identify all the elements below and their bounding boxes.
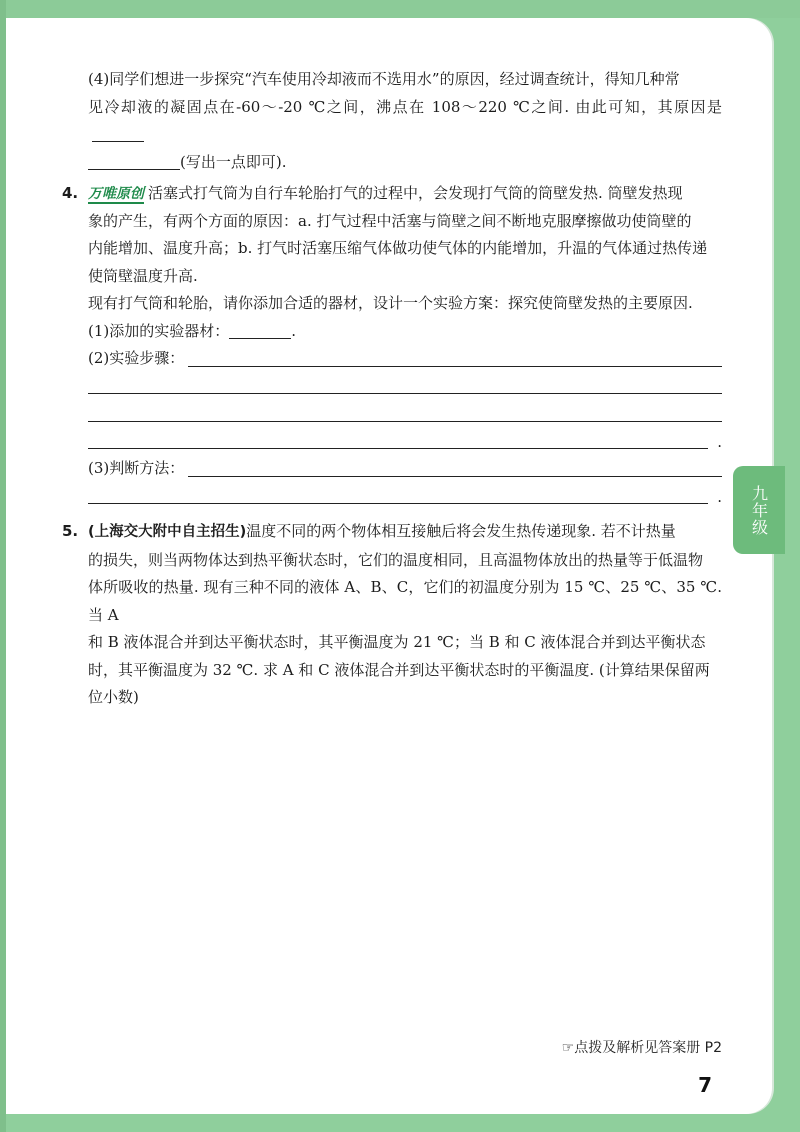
- q4-sub2-row: [88, 400, 722, 428]
- answer-blank[interactable]: [229, 320, 291, 339]
- q3-part4-line3: [88, 149, 722, 177]
- q3-part4-line1: (4)同学们想进一步探究“汽车使用冷却液而不选用水”的原因，经过调查统计，得知几种常: [88, 70, 680, 88]
- q4-sub2-row: [88, 428, 722, 456]
- q3-part4-line3-text: (写出一点即可).: [180, 152, 287, 171]
- q3-part4-line2: [88, 94, 722, 149]
- question-number: 5.: [62, 522, 79, 540]
- q4-line4: 使筒壁温度升高.: [88, 266, 198, 285]
- q4-sub2-row: [88, 345, 722, 373]
- q5-line3: 体所吸收的热量. 现有三种不同的液体 A、B、C，它们的初温度分别为 15 ℃、25 ℃、35 ℃. 当 A: [88, 578, 722, 624]
- q5-line4: 和 B 液体混合并到达平衡状态时，其平衡温度为 21 ℃；当 B 和 C 液体混合并到达平衡状态: [88, 633, 706, 651]
- page-content: [62, 66, 722, 712]
- page-number: 7: [698, 1073, 712, 1097]
- q5-line6: 位小数): [88, 688, 139, 706]
- answer-reference-note: ☞点拨及解析见答案册 P2: [561, 1040, 722, 1056]
- q5-line2: 的损失，则当两物体达到热平衡状态时，它们的温度相同，且高温物体放出的热量等于低温物: [88, 550, 704, 569]
- q4-sub3-period: .: [717, 488, 722, 506]
- answer-line[interactable]: [188, 366, 722, 367]
- question-source: (上海交大附中自主招生): [88, 524, 247, 540]
- q4-line1: [62, 180, 722, 208]
- answer-blank[interactable]: [92, 123, 144, 142]
- q4-sub3-row: [88, 483, 722, 511]
- question-5: [62, 518, 722, 712]
- q4-sub2-period: .: [717, 433, 722, 451]
- q5-line5: 时，其平衡温度为 32 ℃. 求 A 和 C 液体混合并到达平衡状态时的平衡温度. (计算结果保留两: [88, 660, 710, 679]
- grade-side-tab: 九年级: [733, 466, 785, 554]
- q4-line2: 象的产生，有两个方面的原因：a. 打气过程中活塞与筒壁之间不断地克服摩擦做功使筒壁的: [88, 211, 692, 230]
- question-4: [62, 180, 722, 510]
- q5-line1: [62, 518, 722, 547]
- q4-task: 现有打气筒和轮胎，请你添加合适的器材，设计一个实验方案：探究使筒壁发热的主要原因.: [88, 294, 693, 312]
- question-3-part-4: [62, 66, 722, 176]
- q4-sub2-label: (2)实验步骤：: [88, 349, 185, 367]
- answer-line[interactable]: [188, 476, 722, 477]
- q4-sub1: [88, 318, 722, 346]
- q4-line1-text: 活塞式打气筒为自行车轮胎打气的过程中，会发现打气筒的筒壁发热. 筒壁发热现: [148, 184, 683, 202]
- q4-sub1-period: .: [291, 321, 297, 340]
- answer-blank[interactable]: [88, 151, 180, 170]
- answer-line[interactable]: [88, 448, 708, 449]
- q3-part4-line2-text: 见冷却液的凝固点在-60～-20 ℃之间，沸点在 108～220 ℃之间. 由此可知，其原因是: [88, 97, 722, 116]
- question-number: 4.: [62, 184, 79, 202]
- answer-line[interactable]: [88, 421, 722, 422]
- answer-line[interactable]: [88, 503, 708, 504]
- answer-line[interactable]: [88, 393, 722, 394]
- q4-sub1-label: (1)添加的实验器材：: [88, 321, 230, 340]
- original-badge: 万唯原创: [88, 186, 144, 202]
- q4-sub3-row: [88, 455, 722, 483]
- q4-sub2-row: [88, 373, 722, 401]
- q5-line1-text: 温度不同的两个物体相互接触后将会发生热传递现象. 若不计热量: [246, 522, 676, 540]
- q4-sub3-label: (3)判断方法：: [88, 459, 185, 477]
- page-edge-top: [0, 0, 800, 18]
- q4-line3: 内能增加、温度升高；b. 打气时活塞压缩气体做功使气体的内能增加，升温的气体通过热传递: [88, 239, 708, 257]
